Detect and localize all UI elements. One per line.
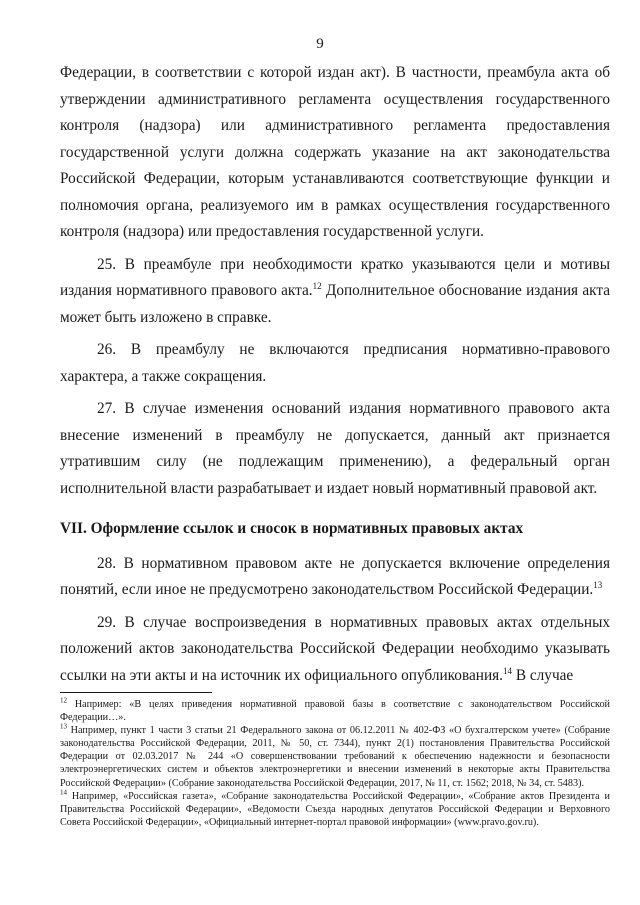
paragraph-28 xyxy=(60,551,610,604)
paragraph-25 xyxy=(60,252,610,332)
footnote-number-12: 12 xyxy=(60,696,67,705)
paragraph-29-text-cont: В случае xyxy=(512,666,574,684)
footnote-ref-12: 12 xyxy=(312,280,322,291)
footnote-13 xyxy=(60,724,610,789)
paragraph-25-text: 25. В преамбуле при необходимости кратко указываются цели и мотивы издания нормативного правового акта. xyxy=(60,255,610,299)
paragraph-27: 27. В случае изменения оснований издания нормативного правового акта внесение изменений в преамбулу не допускается, данный акт признается утратившим силу (не подлежащим применению), а федеральный орган исполнительной власти разрабатывает и издает новый нормативный правовой акт. xyxy=(60,400,610,497)
page-number: 9 xyxy=(316,36,324,52)
paragraph-29-text: 29. В случае воспроизведения в нормативных правовых актах отдельных положений актов законодательства Российской Федерации необходимо указывать ссылки на эти акты и на источник их официального опубликования. xyxy=(60,613,610,684)
paragraph-28-text: 28. В нормативном правовом акте не допускается включение определения понятий, если иное не предусмотрено законодательством Российской Федерации. xyxy=(60,554,610,598)
paragraph-26: 26. В преамбулу не включаются предписания нормативно-правового характера, а также сокращения. xyxy=(60,341,610,385)
paragraph-25-text-cont: Дополнительное обоснование издания акта может быть изложено в справке. xyxy=(60,282,610,326)
footnote-ref-13: 13 xyxy=(593,579,603,590)
footnote-14-text: Например, «Российская газета», «Собрание законодательства Российской Федерации», «Собрание актов Президента и Правительства Российской Федерации», «Ведомости Съезда народных депутатов Российской Федерации и Верховного Совета Российской Федерации», «Официальный интернет-портал правовой информации» (www.pravo.gov.ru). xyxy=(60,790,610,828)
footnote-number-13: 13 xyxy=(60,722,67,731)
document-body xyxy=(60,60,610,689)
footnotes xyxy=(60,698,610,829)
footnote-separator xyxy=(60,692,212,693)
footnote-14 xyxy=(60,790,610,829)
section-heading: VII. Оформление ссылок и сносок в нормативных правовых актах xyxy=(60,520,524,537)
footnote-12 xyxy=(60,698,610,724)
footnote-ref-14: 14 xyxy=(503,665,513,676)
footnote-12-text: Например: «В целях приведения нормативной правовой базы в соответствие с законодательством Российской Федерации…». xyxy=(60,699,610,724)
paragraph-continuation: Федерации, в соответствии с которой издан акт). В частности, преамбула акта об утверждении административного регламента осуществления государственного контроля (надзора) или административного регламента предоставления государственной услуги должна содержать указание на акт законодательства Российской Федерации, которым устанавливаются соответствующие функции и полномочия органа, реализуемого им в рамках осуществления государственного контроля (надзора) или предоставления государственной услуги. xyxy=(60,64,610,240)
footnote-13-text: Например, пункт 1 части 3 статьи 21 Федерального закона от 06.12.2011 № 402-ФЗ «О бухгалтерском учете» (Собрание законодательства Российской Федерации, 2011, № 50, ст. 7344), пункт 2(1) постановления Правительства Российской Федерации от 02.03.2017 № 244 «О совершенствовании требований к обеспечению надежности и безопасности электроэнергетических систем и объектов электроэнергетики и внесении изменений в некоторые акты Правительства Российской Федерации» (Собрание законодательства Российской Федерации, 2017, № 11, ст. 1562; 2018, № 34, ст. 5483). xyxy=(60,725,610,789)
paragraph-29 xyxy=(60,610,610,690)
footnote-number-14: 14 xyxy=(60,788,67,797)
